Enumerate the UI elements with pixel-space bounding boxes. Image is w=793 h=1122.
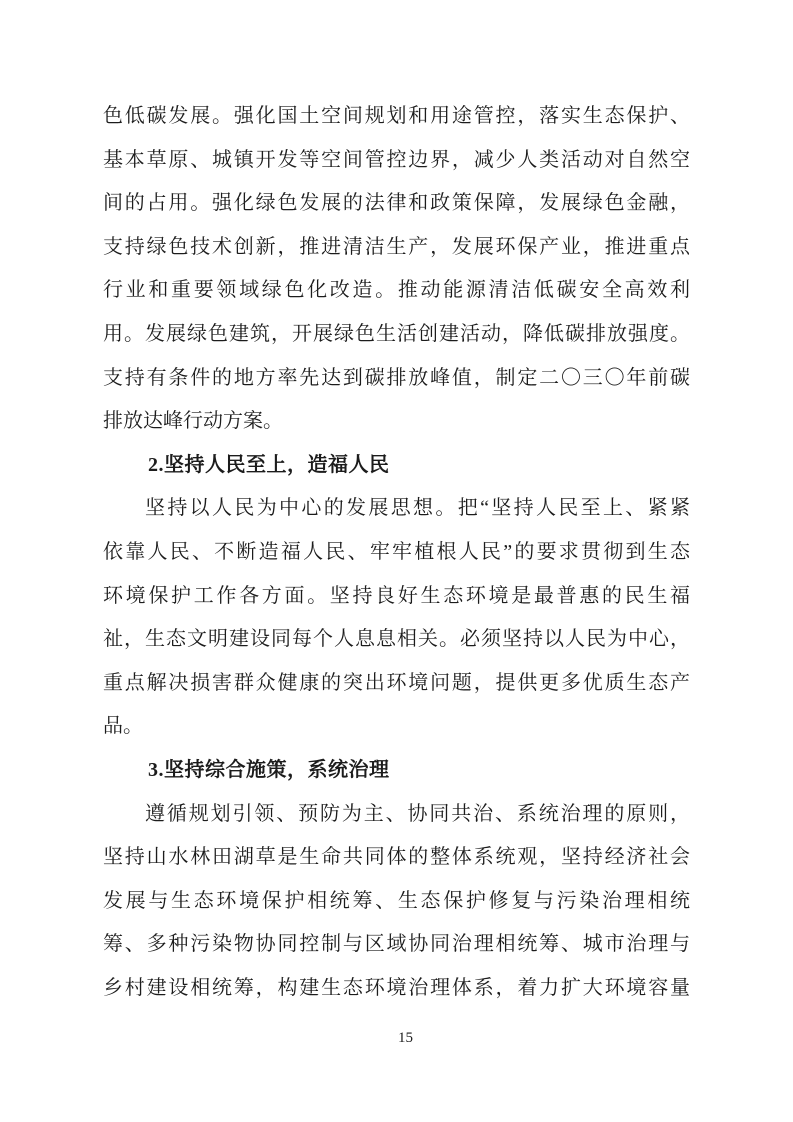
- text-line: 依靠人民、不断造福人民、牢牢植根人民”的要求贯彻到生态: [103, 540, 690, 563]
- section-heading-2: 2.坚持人民至上，造福人民: [148, 453, 390, 476]
- text-line: 支持有条件的地方率先达到碳排放峰值，制定二〇三〇年前碳: [103, 366, 690, 389]
- text-line: 发展与生态环境保护相统筹、生态保护修复与污染治理相统: [103, 889, 690, 912]
- text-line: 支持绿色技术创新，推进清洁生产，发展环保产业，推进重点: [103, 235, 690, 258]
- text-line: 色低碳发展。强化国土空间规划和用途管控，落实生态保护、: [103, 105, 690, 127]
- text-line: 乡村建设相统筹，构建生态环境治理体系，着力扩大环境容量: [103, 976, 690, 999]
- text-line: 排放达峰行动方案。: [103, 410, 283, 433]
- text-line: 基本草原、城镇开发等空间管控边界，减少人类活动对自然空: [103, 148, 690, 171]
- text-line: 间的占用。强化绿色发展的法律和政策保障，发展绿色金融，: [103, 192, 690, 215]
- text-line: 遵循规划引领、预防为主、协同共治、系统治理的原则，: [145, 802, 690, 825]
- text-line: 祉，生态文明建设同每个人息息相关。必须坚持以人民为中心，: [103, 628, 690, 651]
- text-line: 坚持山水林田湖草是生命共同体的整体系统观，坚持经济社会: [103, 846, 690, 869]
- text-line: 重点解决损害群众健康的突出环境问题，提供更多优质生态产: [103, 671, 690, 694]
- text-line: 筹、多种污染物协同控制与区域协同治理相统筹、城市治理与: [103, 933, 690, 956]
- page-number: 15: [398, 1030, 413, 1046]
- section-heading-3: 3.坚持综合施策，系统治理: [148, 758, 390, 781]
- text-line: 用。发展绿色建筑，开展绿色生活创建活动，降低碳排放强度。: [103, 322, 690, 345]
- text-line: 坚持以人民为中心的发展思想。把“坚持人民至上、紧紧: [145, 497, 690, 520]
- text-line: 行业和重要领域绿色化改造。推动能源清洁低碳安全高效利: [103, 279, 690, 302]
- text-line: 环境保护工作各方面。坚持良好生态环境是最普惠的民生福: [103, 584, 690, 607]
- text-content: [103, 95, 690, 1010]
- text-line: 品。: [103, 715, 143, 738]
